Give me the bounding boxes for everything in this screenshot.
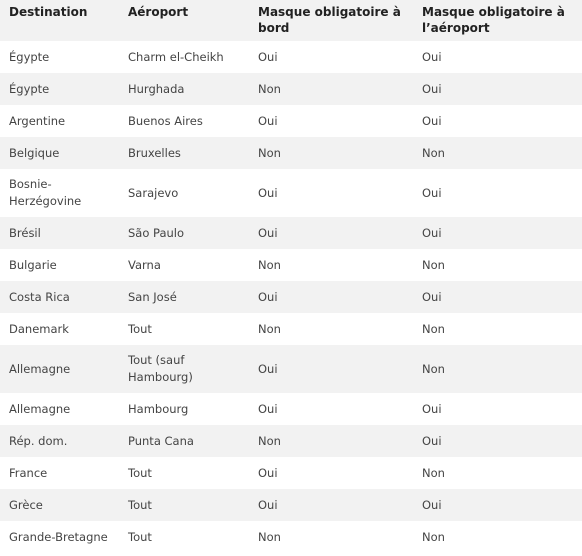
- cell-mask-onboard: Oui: [258, 113, 278, 128]
- cell-mask-airport: Oui: [422, 49, 442, 64]
- cell-airport: Tout: [128, 465, 152, 480]
- header-airport: Aéroport: [128, 5, 189, 19]
- cell-mask-airport: Non: [422, 257, 445, 272]
- header-destination: Destination: [9, 5, 88, 19]
- cell-airport: Buenos Aires: [128, 113, 203, 128]
- cell-airport: Tout: [128, 321, 152, 336]
- cell-airport: Tout (sauf Hambourg): [128, 353, 193, 384]
- cell-mask-onboard: Oui: [258, 361, 278, 376]
- table-body: [0, 41, 582, 553]
- header-mask-airport: Masque obligatoire à l’aéroport: [422, 5, 565, 35]
- cell-mask-onboard: Oui: [258, 401, 278, 416]
- cell-mask-onboard: Oui: [258, 185, 278, 200]
- table-row: [0, 457, 582, 489]
- table-row: [0, 217, 582, 249]
- cell-mask-onboard: Non: [258, 81, 281, 96]
- table-row: [0, 313, 582, 345]
- cell-mask-airport: Oui: [422, 497, 442, 512]
- cell-mask-airport: Oui: [422, 225, 442, 240]
- cell-mask-onboard: Oui: [258, 225, 278, 240]
- table-row: [0, 521, 582, 553]
- cell-mask-onboard: Non: [258, 433, 281, 448]
- cell-mask-airport: Non: [422, 529, 445, 544]
- cell-airport: Hurghada: [128, 81, 185, 96]
- cell-destination: Costa Rica: [9, 289, 70, 304]
- cell-destination: Danemark: [9, 321, 69, 336]
- table-row: [0, 169, 582, 217]
- cell-mask-onboard: Oui: [258, 289, 278, 304]
- cell-destination: Bosnie-Herzégovine: [9, 177, 82, 208]
- cell-destination: France: [9, 465, 48, 480]
- cell-mask-airport: Oui: [422, 401, 442, 416]
- table-row: [0, 105, 582, 137]
- cell-mask-onboard: Non: [258, 529, 281, 544]
- cell-mask-onboard: Non: [258, 257, 281, 272]
- cell-mask-airport: Oui: [422, 81, 442, 96]
- cell-destination: Égypte: [9, 81, 50, 96]
- cell-mask-airport: Oui: [422, 113, 442, 128]
- table-row: [0, 281, 582, 313]
- table-row: [0, 41, 582, 73]
- table-header-row: [0, 0, 582, 41]
- cell-mask-airport: Oui: [422, 185, 442, 200]
- cell-mask-onboard: Non: [258, 145, 281, 160]
- header-mask-onboard: Masque obligatoire à bord: [258, 5, 401, 35]
- cell-airport: São Paulo: [128, 225, 185, 240]
- cell-destination: Allemagne: [9, 361, 71, 376]
- table-row: [0, 425, 582, 457]
- cell-mask-airport: Non: [422, 361, 445, 376]
- cell-airport: Hambourg: [128, 401, 189, 416]
- cell-destination: Allemagne: [9, 401, 71, 416]
- cell-airport: Sarajevo: [128, 185, 179, 200]
- cell-destination: Égypte: [9, 49, 50, 64]
- cell-destination: Argentine: [9, 113, 66, 128]
- cell-destination: Belgique: [9, 145, 60, 160]
- table-row: [0, 489, 582, 521]
- cell-airport: Bruxelles: [128, 145, 181, 160]
- cell-destination: Bulgarie: [9, 257, 57, 272]
- cell-airport: Varna: [128, 257, 161, 272]
- cell-airport: Punta Cana: [128, 433, 194, 448]
- table-row: [0, 345, 582, 393]
- cell-airport: Tout: [128, 529, 152, 544]
- cell-mask-airport: Non: [422, 145, 445, 160]
- cell-destination: Brésil: [9, 225, 41, 240]
- cell-mask-onboard: Oui: [258, 465, 278, 480]
- cell-mask-airport: Non: [422, 321, 445, 336]
- cell-mask-onboard: Non: [258, 321, 281, 336]
- cell-airport: Charm el-Cheikh: [128, 49, 224, 64]
- cell-mask-airport: Oui: [422, 289, 442, 304]
- cell-mask-airport: Non: [422, 465, 445, 480]
- table-row: [0, 73, 582, 105]
- cell-mask-onboard: Oui: [258, 497, 278, 512]
- table-row: [0, 249, 582, 281]
- cell-destination: Grande-Bretagne: [9, 529, 108, 544]
- table-row: [0, 393, 582, 425]
- cell-destination: Grèce: [9, 497, 43, 512]
- cell-airport: San José: [128, 289, 177, 304]
- cell-airport: Tout: [128, 497, 152, 512]
- cell-mask-airport: Oui: [422, 433, 442, 448]
- table-row: [0, 137, 582, 169]
- cell-destination: Rép. dom.: [9, 433, 68, 448]
- cell-mask-onboard: Oui: [258, 49, 278, 64]
